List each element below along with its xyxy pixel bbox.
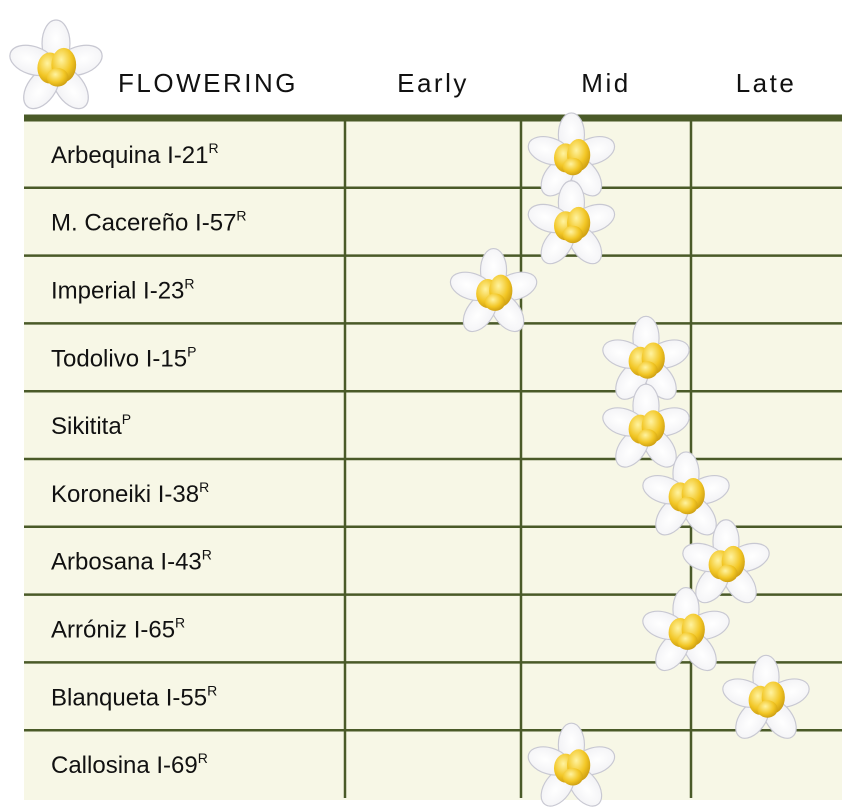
variety-label bbox=[51, 615, 185, 644]
variety-superscript: R bbox=[197, 750, 208, 767]
variety-superscript: R bbox=[184, 275, 195, 292]
variety-name: Arbequina I-21 bbox=[51, 141, 209, 169]
variety-superscript: P bbox=[121, 411, 132, 428]
variety-name: Blanqueta I-55 bbox=[51, 684, 208, 712]
variety-name: M. Cacereño I-57 bbox=[51, 209, 237, 237]
olive-flower-icon bbox=[6, 20, 106, 115]
variety-superscript: P bbox=[187, 343, 197, 360]
variety-name: Arróniz I-65 bbox=[51, 616, 176, 644]
variety-name: Imperial I-23 bbox=[51, 277, 185, 305]
variety-name: Callosina I-69 bbox=[51, 752, 198, 780]
variety-name: Arbosana I-43 bbox=[51, 548, 202, 576]
variety-superscript: R bbox=[175, 614, 186, 631]
variety-superscript: R bbox=[236, 207, 247, 224]
variety-name: Sikitita bbox=[51, 413, 122, 441]
variety-label bbox=[51, 750, 208, 779]
variety-superscript: R bbox=[201, 546, 212, 563]
variety-label bbox=[51, 276, 195, 305]
header-row bbox=[6, 20, 796, 115]
variety-superscript: R bbox=[208, 139, 219, 156]
chart-title: FLOWERING bbox=[118, 68, 298, 98]
column-header-early: Early bbox=[397, 68, 469, 98]
variety-label bbox=[51, 547, 212, 576]
variety-label bbox=[51, 343, 196, 372]
variety-superscript: R bbox=[199, 478, 210, 495]
variety-label bbox=[51, 479, 209, 508]
column-header-mid: Mid bbox=[581, 68, 631, 98]
variety-label bbox=[51, 411, 131, 440]
variety-label bbox=[51, 208, 247, 237]
variety-name: Todolivo I-15 bbox=[51, 345, 188, 373]
variety-label bbox=[51, 140, 219, 169]
variety-name: Koroneiki I-38 bbox=[51, 480, 200, 508]
variety-label bbox=[51, 682, 217, 711]
column-header-late: Late bbox=[735, 68, 797, 98]
variety-superscript: R bbox=[207, 682, 218, 699]
